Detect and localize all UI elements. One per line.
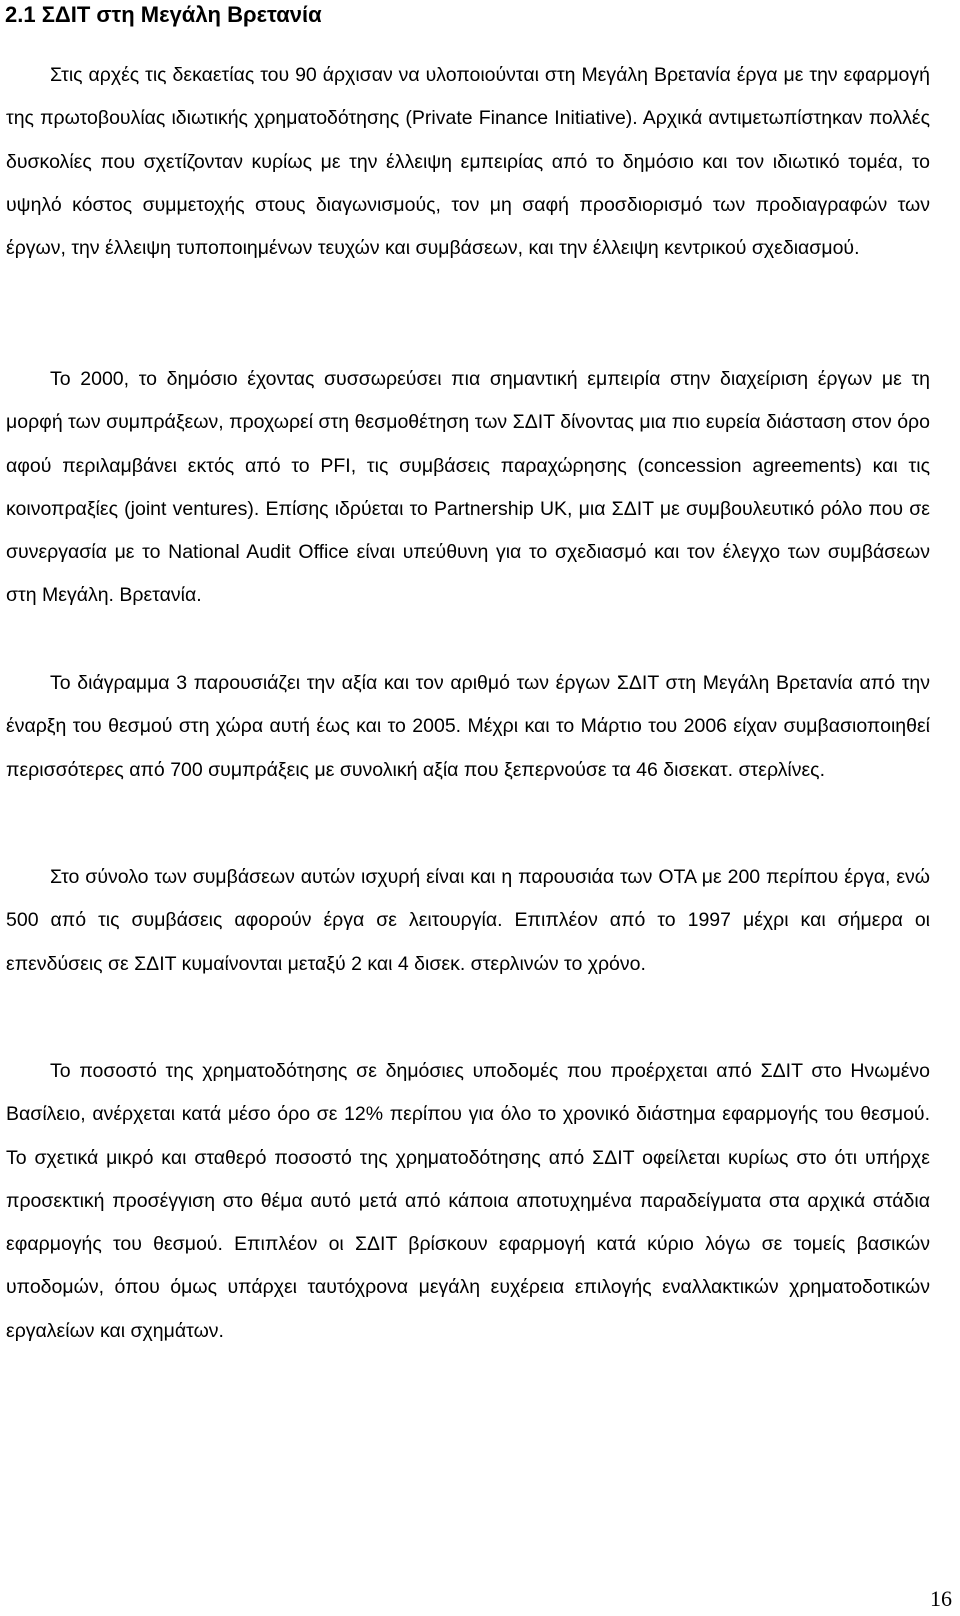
body-paragraph: Το 2000, το δημόσιο έχοντας συσσωρεύσει πια σημαντική εμπειρία στην διαχείριση έργων με τη μορφή των συμπράξεων, προχωρεί στη θεσμοθέτηση των ΣΔΙΤ δίνοντας μια πιο ευρεία διάσταση στον όρο αφού περιλαμβάνει εκτός από το PFI, τις συμβάσεις παραχώρησης (concession agreements) και τις κοινοπραξίες (joint ventures). Επίσης ιδρύεται το Partnership UK, μια ΣΔΙΤ με συμβουλευτικό ρόλο που σε συνεργασία με το National Audit Office είναι υπεύθυνη για το σχεδιασμό και τον έλεγχο των συμβάσεων στη Μεγάλη. Βρετανία.	[6, 368, 930, 607]
body-paragraph: Το διάγραμμα 3 παρουσιάζει την αξία και τον αριθμό των έργων ΣΔΙΤ στη Μεγάλη Βρετανία από την έναρξη του θεσμού στη χώρα αυτή έως και το 2005. Μέχρι και το Μάρτιο του 2006 είχαν συμβασιοποιηθεί περισσότερες από 700 συμπράξεις με συνολική αξία που ξεπερνούσε τα 46 δισεκατ. στερλίνες.	[6, 672, 930, 781]
section-heading: 2.1 ΣΔΙΤ στη Μεγάλη Βρετανία	[5, 2, 322, 27]
body-paragraph: Στις αρχές τις δεκαετίας του 90 άρχισαν να υλοποιούνται στη Μεγάλη Βρετανία έργα με την εφαρμογή της πρωτοβουλίας ιδιωτικής χρηματοδότησης (Private Finance Initiative). Αρχικά αντιμετωπίστηκαν πολλές δυσκολίες που σχετίζονταν κυρίως με την έλλειψη εμπειρίας από το δημόσιο και τον ιδιωτικό τομέα, το υψηλό κόστος συμμετοχής στους διαγωνισμούς, τον μη σαφή προσδιορισμό των προδιαγραφών των έργων, την έλλειψη τυποποιημένων τευχών και συμβάσεων, και την έλλειψη κεντρικού σχεδιασμού.	[6, 64, 930, 260]
body-paragraph: Στο σύνολο των συμβάσεων αυτών ισχυρή είναι και η παρουσιάα των ΟΤΑ με 200 περίπου έργα, ενώ 500 από τις συμβάσεις αφορούν έργα σε λειτουργία. Επιπλέον από το 1997 μέχρι και σήμερα οι επενδύσεις σε ΣΔΙΤ κυμαίνονται μεταξύ 2 και 4 δισεκ. στερλινών το χρόνο.	[6, 866, 930, 975]
page-number: 16	[930, 1586, 952, 1611]
body-paragraph: Το ποσοστό της χρηματοδότησης σε δημόσιες υποδομές που προέρχεται από ΣΔΙΤ στο Ηνωμένο Βασίλειο, ανέρχεται κατά μέσο όρο σε 12% περίπου για όλο το χρονικό διάστημα εφαρμογής του θεσμού. Το σχετικά μικρό και σταθερό ποσοστό της χρηματοδότησης από ΣΔΙΤ οφείλεται κυρίως στο ότι υπήρχε προσεκτική προσέγγιση στο θέμα αυτό μετά από κάποια αποτυχημένα παραδείγματα στα αρχικά στάδια εφαρμογής του θεσμού. Επιπλέον οι ΣΔΙΤ βρίσκουν εφαρμογή κατά κύριο λόγω σε τομείς βασικών υποδομών, όπου όμως υπάρχει ταυτόχρονα μεγάλη ευχέρεια επιλογής εναλλακτικών χρηματοδοτικών εργαλείων και σχημάτων.	[6, 1060, 930, 1342]
